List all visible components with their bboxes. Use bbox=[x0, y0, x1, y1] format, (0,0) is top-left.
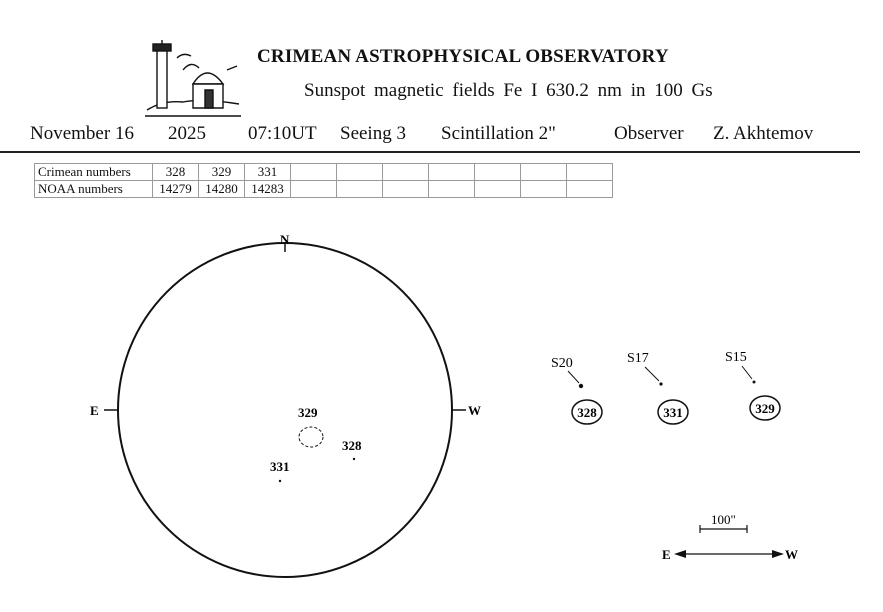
table-cell: 14283 bbox=[245, 181, 291, 198]
table-cell: 328 bbox=[153, 164, 199, 181]
detail-spot bbox=[579, 384, 583, 388]
scale-label: 100" bbox=[711, 512, 736, 527]
seeing-value: Seeing 3 bbox=[340, 123, 406, 144]
row-label: Crimean numbers bbox=[35, 164, 153, 181]
disk-spot bbox=[279, 480, 281, 482]
chart-subtitle: Sunspot magnetic fields Fe I 630.2 nm in 100 Gs bbox=[304, 80, 713, 101]
region-marker-label: 331 bbox=[663, 405, 683, 420]
disk-region-label: 331 bbox=[270, 459, 290, 474]
observation-year: 2025 bbox=[168, 123, 206, 144]
pointer-line bbox=[645, 367, 659, 381]
pointer-line bbox=[568, 371, 579, 383]
table-cell: 329 bbox=[199, 164, 245, 181]
table-cell: 14280 bbox=[199, 181, 245, 198]
west-label: W bbox=[468, 403, 481, 418]
arrow-east-label: E bbox=[662, 547, 671, 562]
polarity-label: S17 bbox=[627, 351, 649, 366]
observation-time: 07:10UT bbox=[248, 123, 317, 144]
detail-spot bbox=[753, 381, 756, 384]
observation-date: November 16 bbox=[30, 123, 134, 144]
observer-label: Observer bbox=[614, 123, 684, 144]
observer-name: Z. Akhtemov bbox=[713, 123, 814, 144]
polarity-label: S15 bbox=[725, 350, 747, 365]
pointer-line bbox=[742, 366, 752, 379]
detail-spot bbox=[659, 382, 662, 385]
disk-spot bbox=[353, 458, 355, 460]
region-marker-label: 329 bbox=[755, 401, 775, 416]
disk-region-outline bbox=[299, 427, 323, 447]
solar-disk bbox=[118, 243, 452, 577]
disk-region-label: 329 bbox=[298, 405, 318, 420]
arrow-west-label: W bbox=[785, 547, 798, 562]
table-cell: 14279 bbox=[153, 181, 199, 198]
table-cell: 331 bbox=[245, 164, 291, 181]
polarity-label: S20 bbox=[551, 356, 573, 371]
arrow-head-east bbox=[674, 550, 686, 558]
scintillation-value: Scintillation 2" bbox=[441, 123, 556, 144]
row-label: NOAA numbers bbox=[35, 181, 153, 198]
east-label: E bbox=[90, 403, 99, 418]
arrow-head-west bbox=[772, 550, 784, 558]
north-label: N bbox=[280, 232, 290, 247]
region-marker-label: 328 bbox=[577, 405, 597, 420]
disk-region-label: 328 bbox=[342, 438, 362, 453]
observatory-title: CRIMEAN ASTROPHYSICAL OBSERVATORY bbox=[257, 46, 669, 67]
